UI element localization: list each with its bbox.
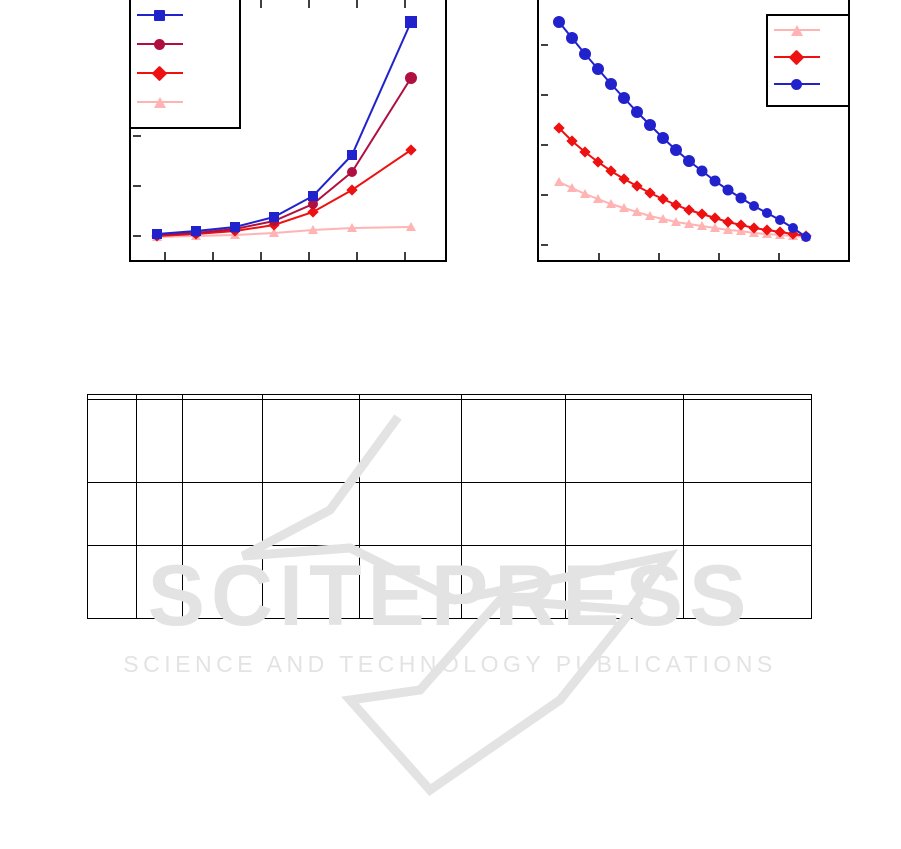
- chart-left-legend: [129, 0, 241, 129]
- legend-swatch-triangle-icon: [137, 94, 183, 110]
- table-cell: [182, 546, 262, 619]
- legend-item-pink-triangle: [768, 16, 848, 43]
- table-cell: [137, 483, 183, 546]
- table-cell: [565, 546, 684, 619]
- legend-swatch-circle-icon: [774, 76, 820, 92]
- table-cell: [461, 483, 565, 546]
- table-cell: [359, 400, 461, 483]
- chart-right-legend: [766, 14, 850, 107]
- table-row: [88, 400, 812, 483]
- legend-swatch-diamond-icon: [137, 65, 183, 81]
- table-row: [88, 483, 812, 546]
- legend-swatch-diamond-icon: [774, 49, 820, 65]
- table-cell: [262, 483, 359, 546]
- table-cell: [565, 483, 684, 546]
- table-row: [88, 546, 812, 619]
- legend-item-red-diamond: [131, 58, 239, 87]
- table-cell: [359, 483, 461, 546]
- table-cell: [182, 400, 262, 483]
- legend-item-blue-square: [131, 0, 239, 29]
- watermark-secondary-text: SCIENCE AND TECHNOLOGY PUBLICATIONS: [123, 651, 777, 677]
- table-cell: [182, 483, 262, 546]
- table-cell: [684, 400, 812, 483]
- table-cell: [359, 546, 461, 619]
- table-cell: [88, 546, 137, 619]
- legend-item-blue-circle: [768, 70, 848, 97]
- table-cell: [262, 400, 359, 483]
- table-cell: [262, 546, 359, 619]
- table-cell: [88, 483, 137, 546]
- legend-item-red-diamond: [768, 43, 848, 70]
- legend-swatch-circle-icon: [137, 36, 183, 52]
- table-cell: [684, 546, 812, 619]
- legend-item-pink-triangle: [131, 87, 239, 116]
- table-cell: [137, 400, 183, 483]
- table-cell: [684, 483, 812, 546]
- table-cell: [565, 400, 684, 483]
- watermark-primary-text: SCITEPRESS: [147, 548, 753, 644]
- table-cell: [461, 400, 565, 483]
- results-table: [87, 394, 812, 619]
- legend-swatch-triangle-icon: [774, 22, 820, 38]
- legend-swatch-square-icon: [137, 7, 183, 23]
- table-cell: [137, 546, 183, 619]
- table-cell: [88, 400, 137, 483]
- table-cell: [461, 546, 565, 619]
- legend-item-darkred-circle: [131, 29, 239, 58]
